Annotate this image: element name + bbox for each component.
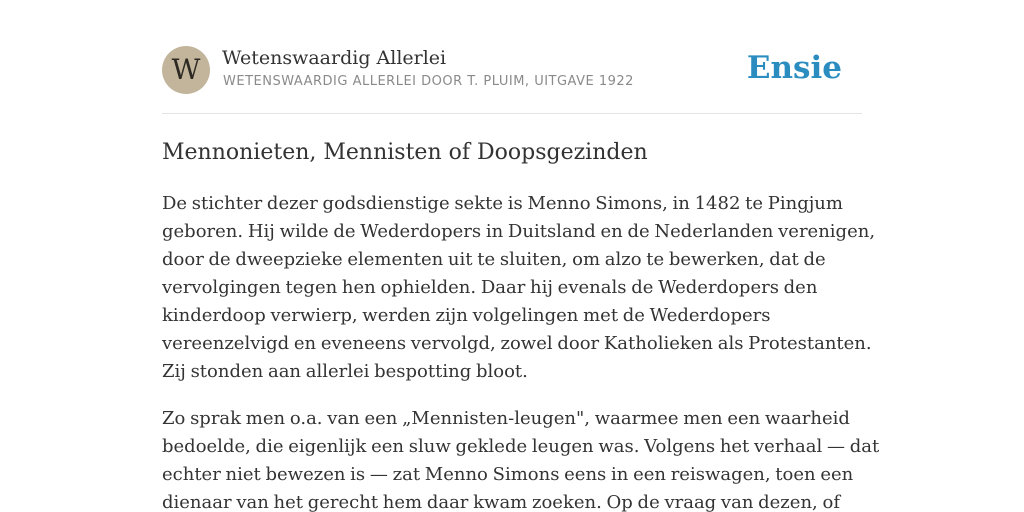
article-paragraph <box>162 190 876 386</box>
paragraph-line: kinderdoop verwierp, werden zijn volgelingen met de Wederdopers <box>162 305 771 326</box>
paragraph-line: De stichter dezer godsdienstige sekte is Menno Simons, in 1482 te Pingjum <box>162 193 843 214</box>
article-paragraph <box>162 405 880 512</box>
paragraph-line: door de dweepzieke elementen uit te sluiten, om alzo te bewerken, dat de <box>162 249 826 270</box>
ensie-logo-link[interactable]: Ensie <box>746 50 842 86</box>
header-divider <box>162 113 862 114</box>
site-subtitle: WETENSWAARDIG ALLERLEI DOOR T. PLUIM, UITGAVE 1922 <box>223 74 634 89</box>
paragraph-line: Zo sprak men o.a. van een „Mennisten-leugen", waarmee men een waarheid <box>162 408 850 429</box>
paragraph-line: echter niet bewezen is — zat Menno Simons eens in een reiswagen, toen een <box>162 464 854 485</box>
paragraph-line: bedoelde, die eigenlijk een sluw geklede leugen was. Volgens het verhaal — dat <box>162 436 880 457</box>
article-body <box>162 190 880 512</box>
paragraph-line: geboren. Hij wilde de Wederdopers in Duitsland en de Nederlanden verenigen, <box>162 221 876 242</box>
site-title[interactable]: Wetenswaardig Allerlei <box>222 47 447 69</box>
paragraph-line: vervolgingen tegen hen ophielden. Daar hij evenals de Wederdopers den <box>162 277 818 298</box>
paragraph-line: dienaar van het gerecht hem daar kwam zoeken. Op de vraag van dezen, of <box>162 492 840 512</box>
site-avatar[interactable]: W <box>162 46 210 94</box>
paragraph-line: vereenzelvigd en eveneens vervolgd, zowel door Katholieken als Protestanten. <box>162 333 872 354</box>
article-title: Mennonieten, Mennisten of Doopsgezinden <box>162 140 648 165</box>
site-header <box>162 46 862 96</box>
paragraph-line: Zij stonden aan allerlei bespotting bloot. <box>162 361 528 382</box>
